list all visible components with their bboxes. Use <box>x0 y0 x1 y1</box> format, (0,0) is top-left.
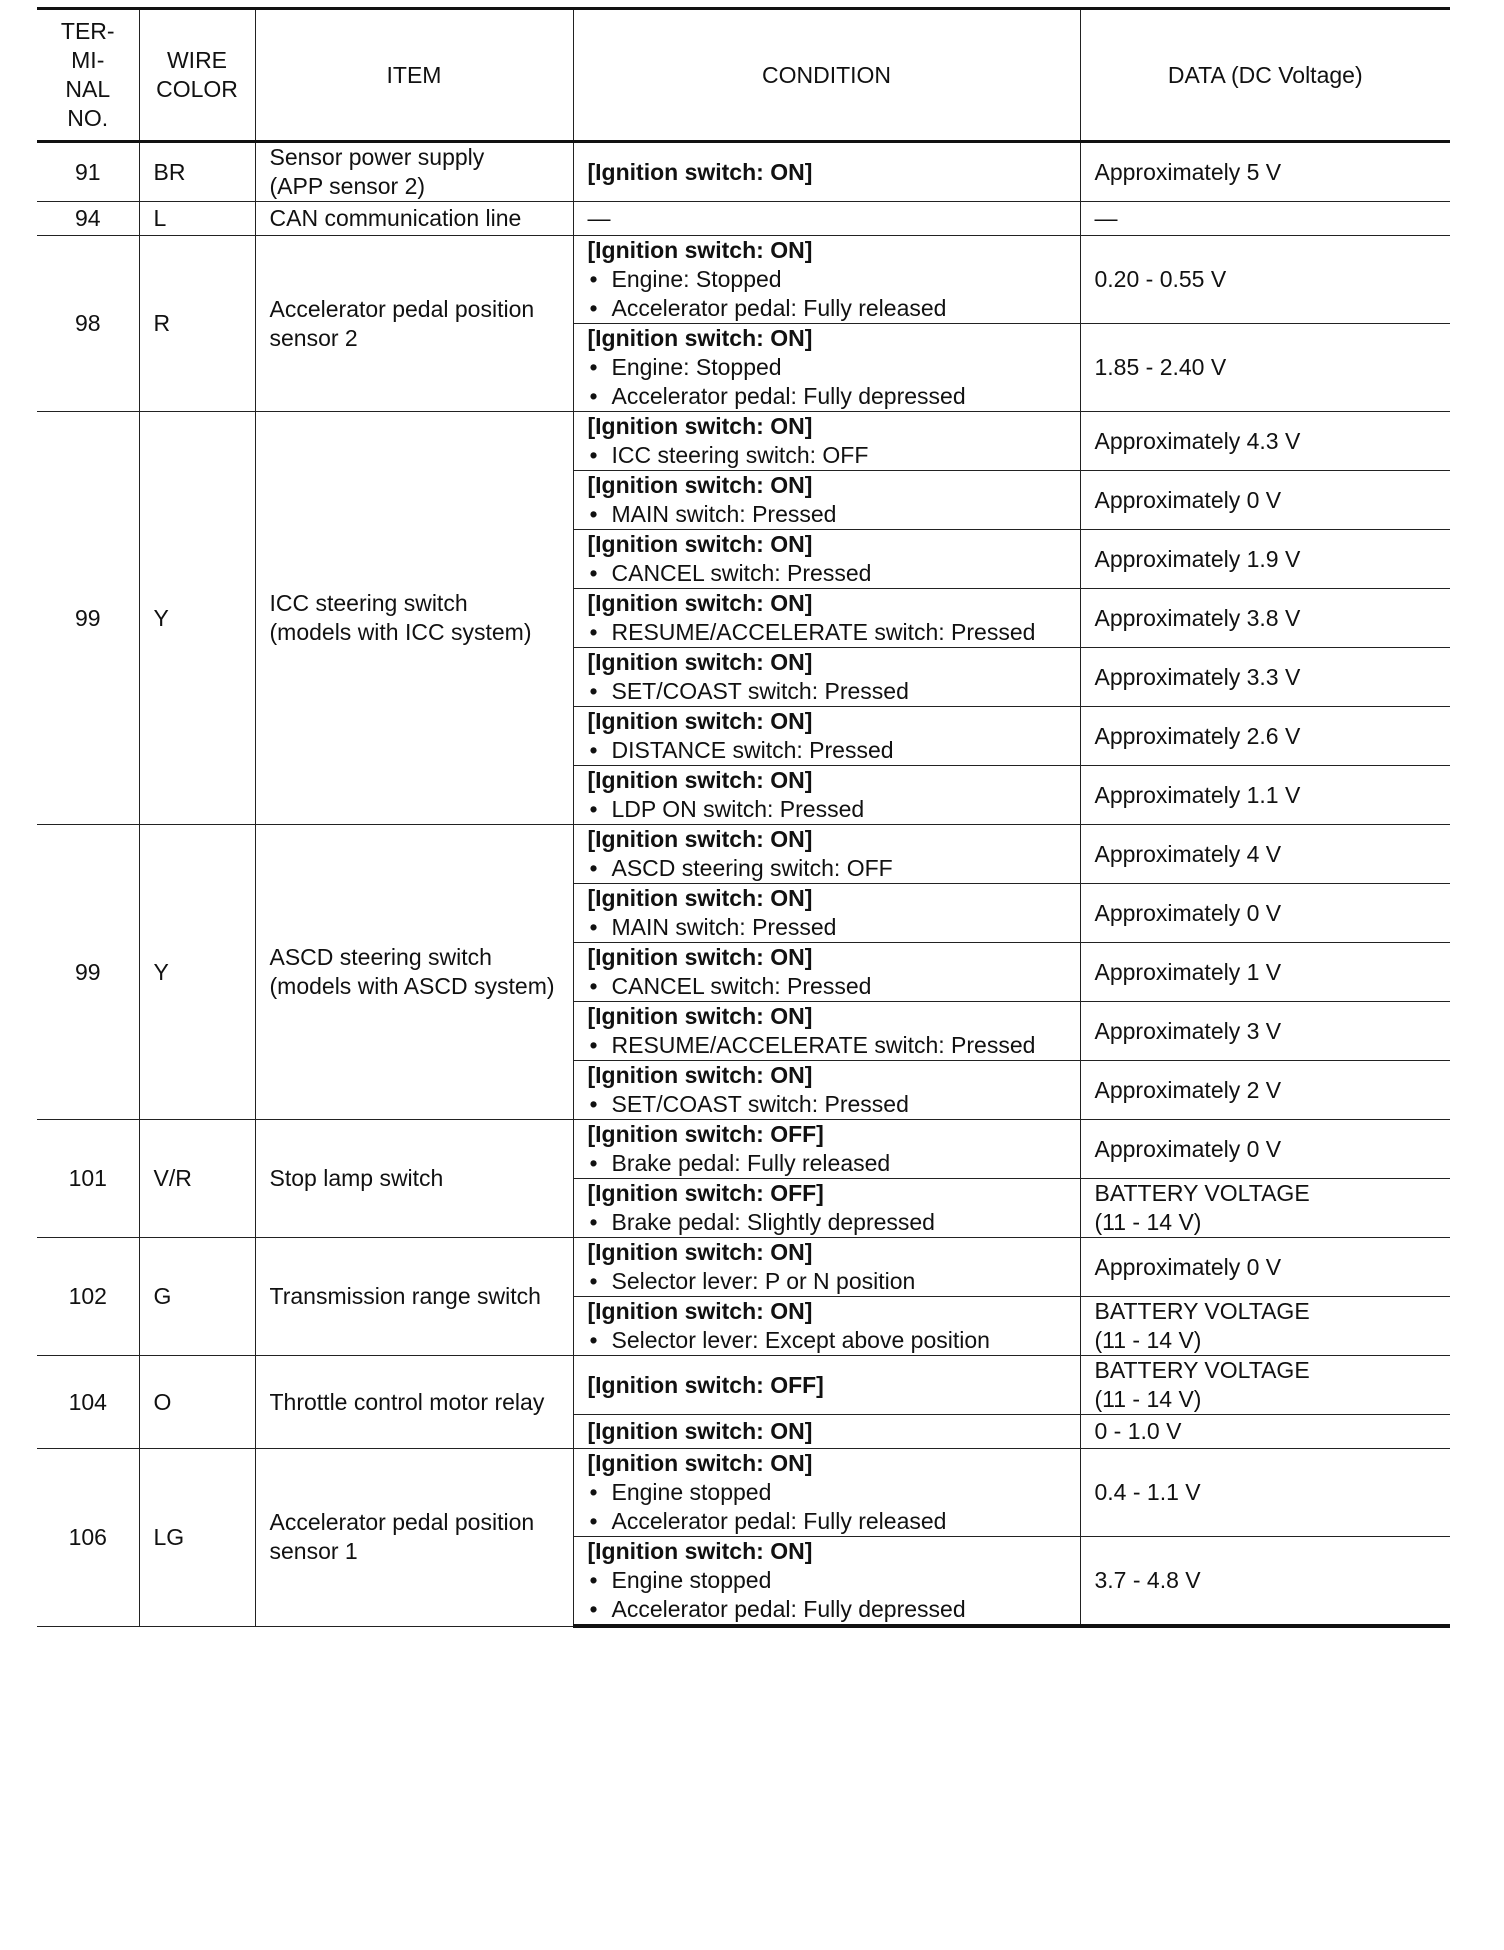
wire-color: R <box>139 236 255 412</box>
voltage-data-cell <box>1080 530 1450 589</box>
condition-bullet: • RESUME/ACCELERATE switch: Pressed <box>588 1031 1066 1060</box>
condition-bullet: • Selector lever: P or N position <box>588 1267 1066 1296</box>
voltage-value: Approximately 1 V <box>1094 958 1282 985</box>
condition-bullet: • Engine stopped <box>588 1566 1066 1595</box>
condition-heading: [Ignition switch: ON] <box>587 826 813 852</box>
item-cell <box>255 1449 573 1627</box>
voltage-value: 1.85 - 2.40 V <box>1094 354 1227 380</box>
item-cell <box>255 1356 573 1449</box>
item-cell <box>255 1238 573 1356</box>
terminal-number: 102 <box>37 1238 139 1356</box>
condition-cell <box>573 1061 1080 1120</box>
condition-bullet: • Accelerator pedal: Fully depressed <box>588 382 1066 411</box>
condition-heading: [Ignition switch: ON] <box>587 708 813 734</box>
condition-bullet: • SET/COAST switch: Pressed <box>588 1090 1066 1119</box>
terminal-number: 106 <box>37 1449 139 1627</box>
condition-cell <box>573 1238 1080 1297</box>
voltage-data-cell <box>1080 825 1450 884</box>
header-terminal-no <box>37 9 139 142</box>
condition-bullet: • Engine stopped <box>588 1478 1066 1507</box>
condition-bullet: • CANCEL switch: Pressed <box>588 559 1066 588</box>
voltage-value: Approximately 3.8 V <box>1094 604 1301 631</box>
voltage-data-cell <box>1080 766 1450 825</box>
condition-bullet: • MAIN switch: Pressed <box>588 500 1066 529</box>
condition-bullet: • MAIN switch: Pressed <box>588 913 1066 942</box>
table-row <box>37 825 1450 884</box>
condition-cell <box>573 1415 1080 1449</box>
item-text: ASCD steering switch <box>269 944 492 970</box>
condition-cell <box>573 412 1080 471</box>
terminal-number: 98 <box>37 236 139 412</box>
condition-cell <box>573 943 1080 1002</box>
condition-heading: [Ignition switch: OFF] <box>587 1121 824 1147</box>
header-terminal-line: MI- <box>71 47 105 73</box>
voltage-data-cell <box>1080 142 1450 202</box>
voltage-data-cell <box>1080 943 1450 1002</box>
item-text: Sensor power supply <box>269 144 485 170</box>
condition-heading: [Ignition switch: ON] <box>587 158 813 185</box>
table-row <box>37 1238 1450 1297</box>
voltage-value: (11 - 14 V) <box>1094 1209 1202 1235</box>
voltage-data-cell <box>1080 707 1450 766</box>
condition-cell <box>573 142 1080 202</box>
item-text: Accelerator pedal position <box>269 295 535 322</box>
item-cell <box>255 202 573 236</box>
voltage-data-cell <box>1080 236 1450 324</box>
condition-heading: [Ignition switch: ON] <box>587 531 813 557</box>
terminal-number: 94 <box>37 202 139 236</box>
condition-bullet: • RESUME/ACCELERATE switch: Pressed <box>588 618 1066 647</box>
terminal-number: 91 <box>37 142 139 202</box>
condition-heading: [Ignition switch: ON] <box>587 472 813 498</box>
condition-heading: [Ignition switch: ON] <box>587 237 813 263</box>
condition-bullet: • Engine: Stopped <box>588 265 1066 294</box>
condition-cell <box>573 202 1080 236</box>
condition-bullet: • ASCD steering switch: OFF <box>588 854 1066 883</box>
table-row <box>37 1356 1450 1415</box>
item-cell <box>255 412 573 825</box>
item-cell <box>255 1120 573 1238</box>
condition-heading: [Ignition switch: ON] <box>587 413 813 439</box>
voltage-value: Approximately 0 V <box>1094 486 1282 513</box>
voltage-value: Approximately 5 V <box>1094 158 1282 185</box>
condition-heading: [Ignition switch: ON] <box>587 325 813 351</box>
voltage-data-cell <box>1080 1415 1450 1449</box>
condition-cell <box>573 707 1080 766</box>
table-header-row <box>37 9 1450 142</box>
condition-cell <box>573 825 1080 884</box>
header-terminal-line: TER- <box>60 18 115 44</box>
voltage-data-cell <box>1080 1061 1450 1120</box>
table-row <box>37 1120 1450 1179</box>
wire-color: BR <box>139 142 255 202</box>
condition-heading: [Ignition switch: OFF] <box>587 1180 824 1206</box>
voltage-value: BATTERY VOLTAGE <box>1094 1180 1310 1206</box>
condition-cell <box>573 1297 1080 1356</box>
voltage-data-cell <box>1080 1002 1450 1061</box>
item-text: Transmission range switch <box>269 1283 541 1309</box>
voltage-value: (11 - 14 V) <box>1094 1386 1202 1412</box>
item-text: (models with ASCD system) <box>269 973 555 999</box>
condition-cell <box>573 530 1080 589</box>
item-text: (APP sensor 2) <box>269 173 426 199</box>
condition-heading: [Ignition switch: ON] <box>587 885 813 911</box>
condition-heading: [Ignition switch: OFF] <box>587 1371 824 1398</box>
voltage-data-cell <box>1080 1537 1450 1627</box>
condition-cell <box>573 1120 1080 1179</box>
voltage-value: BATTERY VOLTAGE <box>1094 1357 1310 1383</box>
voltage-data-cell <box>1080 202 1450 236</box>
voltage-data-cell <box>1080 1238 1450 1297</box>
condition-cell <box>573 1179 1080 1238</box>
voltage-value: — <box>1094 205 1118 231</box>
condition-cell <box>573 1002 1080 1061</box>
voltage-value: 0 - 1.0 V <box>1094 1418 1182 1444</box>
voltage-value: Approximately 3 V <box>1094 1017 1282 1044</box>
condition-cell <box>573 1356 1080 1415</box>
item-text: CAN communication line <box>269 205 522 231</box>
voltage-value: Approximately 0 V <box>1094 1253 1282 1280</box>
condition-heading: [Ignition switch: ON] <box>587 649 813 675</box>
voltage-data-cell <box>1080 648 1450 707</box>
wire-color: Y <box>139 412 255 825</box>
table-row <box>37 142 1450 202</box>
voltage-value: 0.4 - 1.1 V <box>1094 1479 1201 1505</box>
condition-heading: [Ignition switch: ON] <box>587 1538 813 1564</box>
item-text: sensor 1 <box>269 1538 358 1565</box>
voltage-value: Approximately 2 V <box>1094 1076 1282 1103</box>
item-text: Throttle control motor relay <box>269 1388 545 1415</box>
voltage-value: Approximately 3.3 V <box>1094 663 1301 690</box>
terminal-number: 104 <box>37 1356 139 1449</box>
condition-bullet: • Accelerator pedal: Fully released <box>588 294 1066 323</box>
terminal-number: 99 <box>37 412 139 825</box>
wire-color: V/R <box>139 1120 255 1238</box>
condition-bullet: • Accelerator pedal: Fully released <box>588 1507 1066 1536</box>
table-row <box>37 236 1450 324</box>
item-cell <box>255 825 573 1120</box>
voltage-value: Approximately 4 V <box>1094 840 1282 867</box>
table-row <box>37 202 1450 236</box>
terminal-number: 99 <box>37 825 139 1120</box>
wire-color: L <box>139 202 255 236</box>
header-wire-line: WIRE <box>166 47 228 73</box>
voltage-value: BATTERY VOLTAGE <box>1094 1298 1310 1324</box>
wire-color: Y <box>139 825 255 1120</box>
voltage-data-cell <box>1080 589 1450 648</box>
header-wire-color <box>139 9 255 142</box>
terminal-data-table <box>37 7 1450 1628</box>
voltage-data-cell <box>1080 1449 1450 1537</box>
header-item: ITEM <box>255 9 573 142</box>
voltage-value: (11 - 14 V) <box>1094 1327 1202 1353</box>
condition-cell <box>573 589 1080 648</box>
condition-bullet: • ICC steering switch: OFF <box>588 441 1066 470</box>
condition-cell <box>573 471 1080 530</box>
item-text: sensor 2 <box>269 324 358 351</box>
condition-bullet: • CANCEL switch: Pressed <box>588 972 1066 1001</box>
voltage-value: Approximately 1.9 V <box>1094 545 1301 572</box>
condition-heading: [Ignition switch: ON] <box>587 1298 813 1324</box>
condition-bullet: • Accelerator pedal: Fully depressed <box>588 1595 1066 1624</box>
condition-cell <box>573 236 1080 324</box>
condition-heading: [Ignition switch: ON] <box>587 590 813 616</box>
voltage-value: Approximately 4.3 V <box>1094 427 1301 454</box>
condition-bullet: • SET/COAST switch: Pressed <box>588 677 1066 706</box>
condition-cell <box>573 648 1080 707</box>
voltage-data-cell <box>1080 1356 1450 1415</box>
table-row <box>37 1449 1450 1537</box>
table-row <box>37 412 1450 471</box>
wire-color: O <box>139 1356 255 1449</box>
condition-heading: [Ignition switch: ON] <box>587 1450 813 1476</box>
condition-cell <box>573 1537 1080 1627</box>
condition-heading: [Ignition switch: ON] <box>587 1239 813 1265</box>
item-text: Accelerator pedal position <box>269 1509 535 1536</box>
condition-cell <box>573 884 1080 943</box>
condition-bullet: • Brake pedal: Fully released <box>588 1149 1066 1178</box>
condition-cell <box>573 324 1080 412</box>
voltage-data-cell <box>1080 1120 1450 1179</box>
voltage-data-cell <box>1080 884 1450 943</box>
voltage-value: 3.7 - 4.8 V <box>1094 1567 1201 1593</box>
condition-heading: [Ignition switch: ON] <box>587 1418 813 1444</box>
condition-bullet: • Selector lever: Except above position <box>588 1326 1066 1355</box>
item-cell <box>255 236 573 412</box>
voltage-value: Approximately 2.6 V <box>1094 722 1301 749</box>
voltage-data-cell <box>1080 1297 1450 1356</box>
terminal-number: 101 <box>37 1120 139 1238</box>
condition-cell <box>573 766 1080 825</box>
wire-color: G <box>139 1238 255 1356</box>
condition-bullet: • Engine: Stopped <box>588 353 1066 382</box>
item-text: Stop lamp switch <box>269 1165 444 1191</box>
condition-bullet: • Brake pedal: Slightly depressed <box>588 1208 1066 1237</box>
header-condition: CONDITION <box>573 9 1080 142</box>
voltage-data-cell <box>1080 471 1450 530</box>
condition-bullet: • LDP ON switch: Pressed <box>588 795 1066 824</box>
item-text: (models with ICC system) <box>269 619 532 645</box>
condition-heading: — <box>587 205 611 231</box>
voltage-value: Approximately 1.1 V <box>1094 781 1301 808</box>
condition-cell <box>573 1449 1080 1537</box>
condition-bullet: • DISTANCE switch: Pressed <box>588 736 1066 765</box>
condition-heading: [Ignition switch: ON] <box>587 1062 813 1088</box>
header-data: DATA (DC Voltage) <box>1080 9 1450 142</box>
condition-heading: [Ignition switch: ON] <box>587 944 813 970</box>
condition-heading: [Ignition switch: ON] <box>587 767 813 793</box>
voltage-value: Approximately 0 V <box>1094 1135 1282 1162</box>
header-terminal-line: NAL <box>65 76 111 102</box>
voltage-data-cell <box>1080 324 1450 412</box>
condition-heading: [Ignition switch: ON] <box>587 1003 813 1029</box>
item-text: ICC steering switch <box>269 590 468 616</box>
voltage-value: 0.20 - 0.55 V <box>1094 266 1227 292</box>
voltage-data-cell <box>1080 412 1450 471</box>
voltage-value: Approximately 0 V <box>1094 899 1282 926</box>
voltage-data-cell <box>1080 1179 1450 1238</box>
item-cell <box>255 142 573 202</box>
header-terminal-line: NO. <box>67 105 109 131</box>
wire-color: LG <box>139 1449 255 1627</box>
header-wire-line: COLOR <box>156 76 238 102</box>
